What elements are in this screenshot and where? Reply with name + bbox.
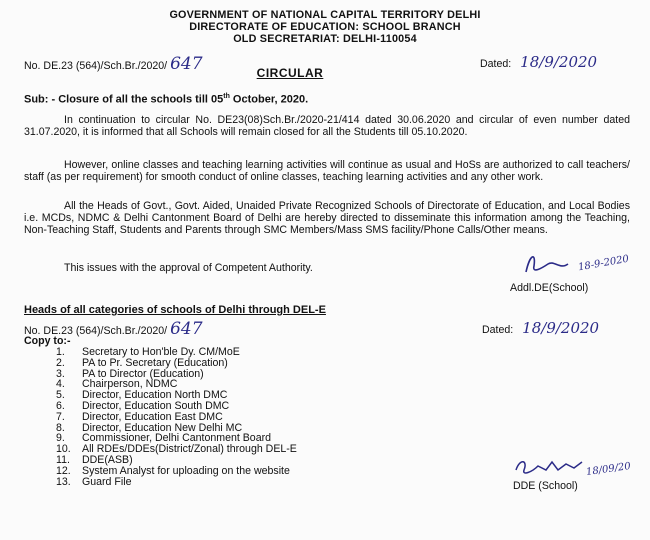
- copy-to-item-text: Secretary to Hon'ble Dy. CM/MoE: [82, 346, 240, 358]
- signature-addl-de: [520, 248, 640, 278]
- addl-de-designation: Addl.DE(School): [510, 282, 589, 294]
- header-directorate: DIRECTORATE OF EDUCATION: SCHOOL BRANCH: [189, 21, 461, 33]
- paragraph-heads-directed: All the Heads of Govt., Govt. Aided, Unaided Private Recognized Schools of Directorate of Education, and Local Bodies i.e. MCDs, NDMC & Delhi Cantonment Board of Delhi are hereby directed to disseminate this information among the Teaching, Non-Teaching Staff, Students and Parents through SMC Members/Mass SMS facility/Phone Calls/Other means.: [24, 200, 630, 237]
- signature-name-text: [546, 250, 579, 263]
- signature-dde-name-text: [516, 452, 557, 463]
- copy-to-item-number: 2.: [56, 356, 65, 369]
- copy-to-item-number: 5.: [56, 389, 65, 402]
- header-address: OLD SECRETARIAT: DELHI-110054: [233, 33, 417, 45]
- addressee-line: Heads of all categories of schools of Delhi through DEL-E: [24, 304, 326, 316]
- copy-to-item-text: Director, Education South DMC: [82, 399, 230, 412]
- handwritten-number-copy: 647: [170, 319, 203, 339]
- copy-to-item-text: PA to Director (Education): [82, 367, 204, 380]
- copy-to-item-text: Commissioner, Delhi Cantonment Board: [82, 432, 272, 445]
- copy-to-item-text: Guard File: [82, 475, 132, 488]
- reference-number-copy-text: No. DE.23 (564)/Sch.Br./2020/: [24, 325, 168, 337]
- handwritten-number: 647: [170, 54, 203, 74]
- copy-to-item-number: 9.: [56, 432, 65, 445]
- dde-designation: DDE (School): [513, 480, 578, 492]
- subject-superscript: th: [223, 93, 230, 100]
- paragraph-continuation: In continuation to circular No. DE23(08)Sch.Br./2020-21/414 dated 30.06.2020 and circular of even number dated 31.07.2020, it is informed that all Schools will remain closed for all the Students till 05.10.2020.: [24, 114, 630, 139]
- copy-to-item-number: 12.: [56, 464, 71, 477]
- subject-line: [24, 93, 308, 106]
- copy-to-item-number: 1.: [56, 346, 65, 358]
- dated-label-copy: Dated:: [482, 324, 514, 336]
- subject-suffix: October, 2020.: [229, 93, 309, 106]
- copy-to-item-text: System Analyst for uploading on the website: [82, 464, 290, 477]
- signature-dde-date-text: 18/09/20: [585, 460, 632, 479]
- copy-to-item-number: 4.: [56, 378, 65, 391]
- copy-to-item-number: 10.: [56, 443, 71, 456]
- paragraph-approval: This issues with the approval of Competent Authority.: [64, 262, 313, 274]
- copy-to-item-text: Chairperson, NDMC: [82, 378, 178, 391]
- handwritten-date: 18/9/2020: [520, 53, 598, 71]
- copy-to-item-number: 6.: [56, 399, 65, 412]
- copy-to-item-text: PA to Pr. Secretary (Education): [82, 356, 228, 369]
- copy-to-item-number: 3.: [56, 367, 65, 380]
- copy-to-item-number: 13.: [56, 475, 71, 488]
- dated-block-copy: [482, 320, 599, 337]
- copy-to-item-text: Director, Education North DMC: [82, 389, 228, 402]
- copy-to-item-text: All RDEs/DDEs(District/Zonal) through DEL-E: [82, 443, 297, 456]
- copy-to-item-text: Director, Education East DMC: [82, 410, 223, 423]
- copy-to-item-text: Director, Education New Delhi MC: [82, 421, 243, 434]
- copy-to-item-number: 7.: [56, 410, 65, 423]
- copy-to-item-number: 11.: [56, 453, 70, 466]
- copy-to-label: Copy to:-: [24, 335, 71, 347]
- copy-to-item-number: 8.: [56, 421, 65, 434]
- copy-to-list: [56, 347, 297, 487]
- dated-label: Dated:: [480, 58, 512, 70]
- signature-date-text: 18-9-2020: [577, 253, 630, 274]
- paragraph-online-classes: However, online classes and teaching learning activities will continue as usual and HoSs are authorized to call teachers/ staff (as per requirement) for smooth conduct of online classes, teaching learning activities and any other work.: [24, 159, 630, 184]
- circular-title: CIRCULAR: [256, 66, 324, 80]
- copy-to-item-text: DDE(ASB): [82, 453, 133, 466]
- copy-to-item: [56, 477, 297, 488]
- header-government: GOVERNMENT OF NATIONAL CAPITAL TERRITORY DELHI: [169, 9, 481, 21]
- subject-prefix: Sub: - Closure of all the schools till 05: [24, 93, 224, 106]
- handwritten-date-copy: 18/9/2020: [522, 319, 600, 337]
- reference-number-text: No. DE.23 (564)/Sch.Br./2020/: [24, 60, 168, 72]
